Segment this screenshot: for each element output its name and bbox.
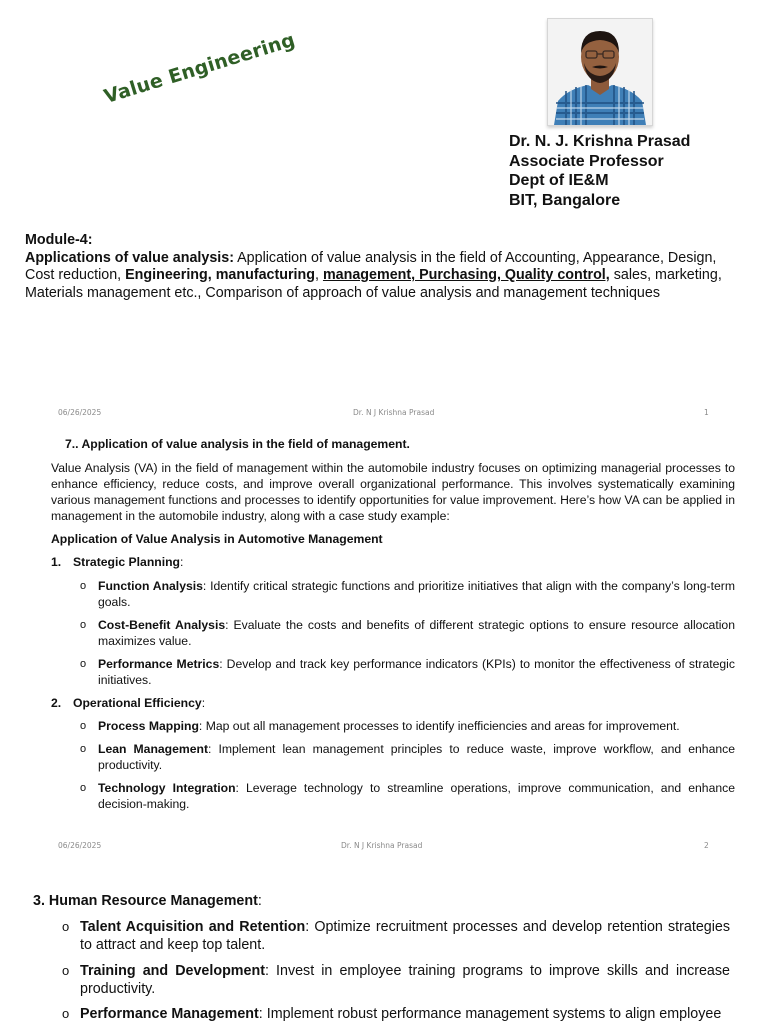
- value-engineering-title: Value Engineering: [101, 28, 298, 108]
- bullet-key: Performance Metrics: [98, 657, 220, 671]
- item-title: Human Resource Management: [48, 893, 258, 909]
- footer-page-number: 2: [704, 841, 709, 850]
- module-text: [25, 250, 747, 303]
- author-block: [509, 132, 690, 210]
- module-text-4: ,: [315, 267, 323, 283]
- intro-paragraph: Value Analysis (VA) in the field of management within the automobile industry focuses on optimizing managerial processes to enhance efficiency, reduce costs, and improve overall organizational performance. This involves systematically examining various management functions and processes to identify opportunities for value improvement. Here’s how VA can be applied in management in the automobile industry, along with a case study example:: [51, 461, 735, 524]
- bullet-key: Training and Development: [80, 963, 265, 979]
- footer-page-number: 1: [704, 408, 709, 417]
- bullet-text: : Implement robust performance management systems to align employee: [258, 1006, 722, 1022]
- module-text-bold-1: Applications of value analysis:: [25, 249, 234, 266]
- person-photo-icon: [548, 19, 652, 125]
- bullet-circle-icon: o: [62, 1006, 70, 1021]
- bullet-circle-icon: o: [80, 782, 87, 794]
- author-position: Associate Professor: [509, 152, 664, 170]
- bullet-key: Cost-Benefit Analysis: [98, 618, 226, 632]
- module-text-2: Application of value analysis in the field of Accounting, Appearance, Design, Cost reduction,: [25, 249, 717, 283]
- bullet-text: : Leverage technology to streamline operations, improve communication, and enhance decision-making.: [98, 781, 735, 812]
- item-number: 3.: [33, 893, 45, 909]
- numbered-item-strategic-planning: [51, 555, 183, 569]
- bullet-circle-icon: o: [80, 658, 87, 670]
- item-title: Operational Efficiency: [73, 696, 202, 710]
- bullet-circle-icon: o: [80, 743, 87, 755]
- footer-date: 06/26/2025: [58, 841, 102, 850]
- module-text-6: sales, marketing, Materials management etc., Comparison of approach of value analysis and management techniques: [25, 267, 722, 301]
- item-title: Strategic Planning: [73, 555, 180, 569]
- bullet-text: : Develop and track key performance indicators (KPIs) to monitor the effectiveness of strategic initiatives.: [98, 657, 735, 688]
- bullet-text: : Implement lean management principles to reduce waste, improve workflow, and enhance productivity.: [98, 742, 735, 773]
- bullet-key: Performance Management: [80, 1006, 259, 1022]
- module-text-bold-3: Engineering, manufacturing: [125, 267, 315, 283]
- module-text-underlined-5: management, Purchasing, Quality control,: [322, 267, 610, 283]
- footer-date: 06/26/2025: [58, 408, 102, 417]
- bullet-circle-icon: o: [80, 580, 87, 592]
- author-dept: Dept of IE&M: [509, 172, 609, 189]
- bullet-text: : Evaluate the costs and benefits of different strategic options to ensure resource allocation maximizes value.: [98, 618, 735, 649]
- item-colon: :: [257, 893, 262, 909]
- item-number: 2.: [51, 696, 62, 710]
- bullet-text: : Invest in employee training programs to improve skills and increase productivity.: [80, 963, 730, 997]
- bullet-text: : Identify critical strategic functions and prioritize initiatives that align with the company’s long-term goals.: [98, 579, 735, 610]
- author-photo: [547, 18, 653, 126]
- bullet-circle-icon: o: [80, 720, 87, 732]
- bullet-key: Lean Management: [98, 742, 209, 756]
- module-description: [25, 232, 747, 302]
- bullet-key: Technology Integration: [98, 781, 236, 795]
- item-colon: :: [201, 696, 206, 710]
- author-name: Dr. N. J. Krishna Prasad: [509, 133, 691, 150]
- bullet-circle-icon: o: [62, 963, 70, 978]
- author-college: BIT, Bangalore: [509, 191, 621, 209]
- bullet-key: Function Analysis: [98, 579, 203, 593]
- subheading: Application of Value Analysis in Automotive Management: [51, 532, 383, 546]
- section-heading: 7.. Application of value analysis in the field of management.: [65, 437, 410, 451]
- numbered-item-operational-efficiency: [51, 696, 205, 710]
- bullet-circle-icon: o: [80, 619, 87, 631]
- bullet-text: : Optimize recruitment processes and develop retention strategies to attract and keep top talent.: [80, 919, 730, 953]
- footer-author: Dr. N J Krishna Prasad: [353, 408, 435, 417]
- numbered-item-human-resource-management: [33, 893, 262, 909]
- module-title: Module-4:: [25, 232, 93, 248]
- item-number: 1.: [51, 555, 62, 569]
- footer-author: Dr. N J Krishna Prasad: [341, 841, 423, 850]
- bullet-text: : Map out all management processes to identify inefficiencies and areas for improvement.: [198, 719, 680, 733]
- bullet-key: Talent Acquisition and Retention: [80, 919, 306, 935]
- bullet-key: Process Mapping: [98, 719, 199, 733]
- item-colon: :: [180, 555, 184, 569]
- bullet-circle-icon: o: [62, 919, 70, 934]
